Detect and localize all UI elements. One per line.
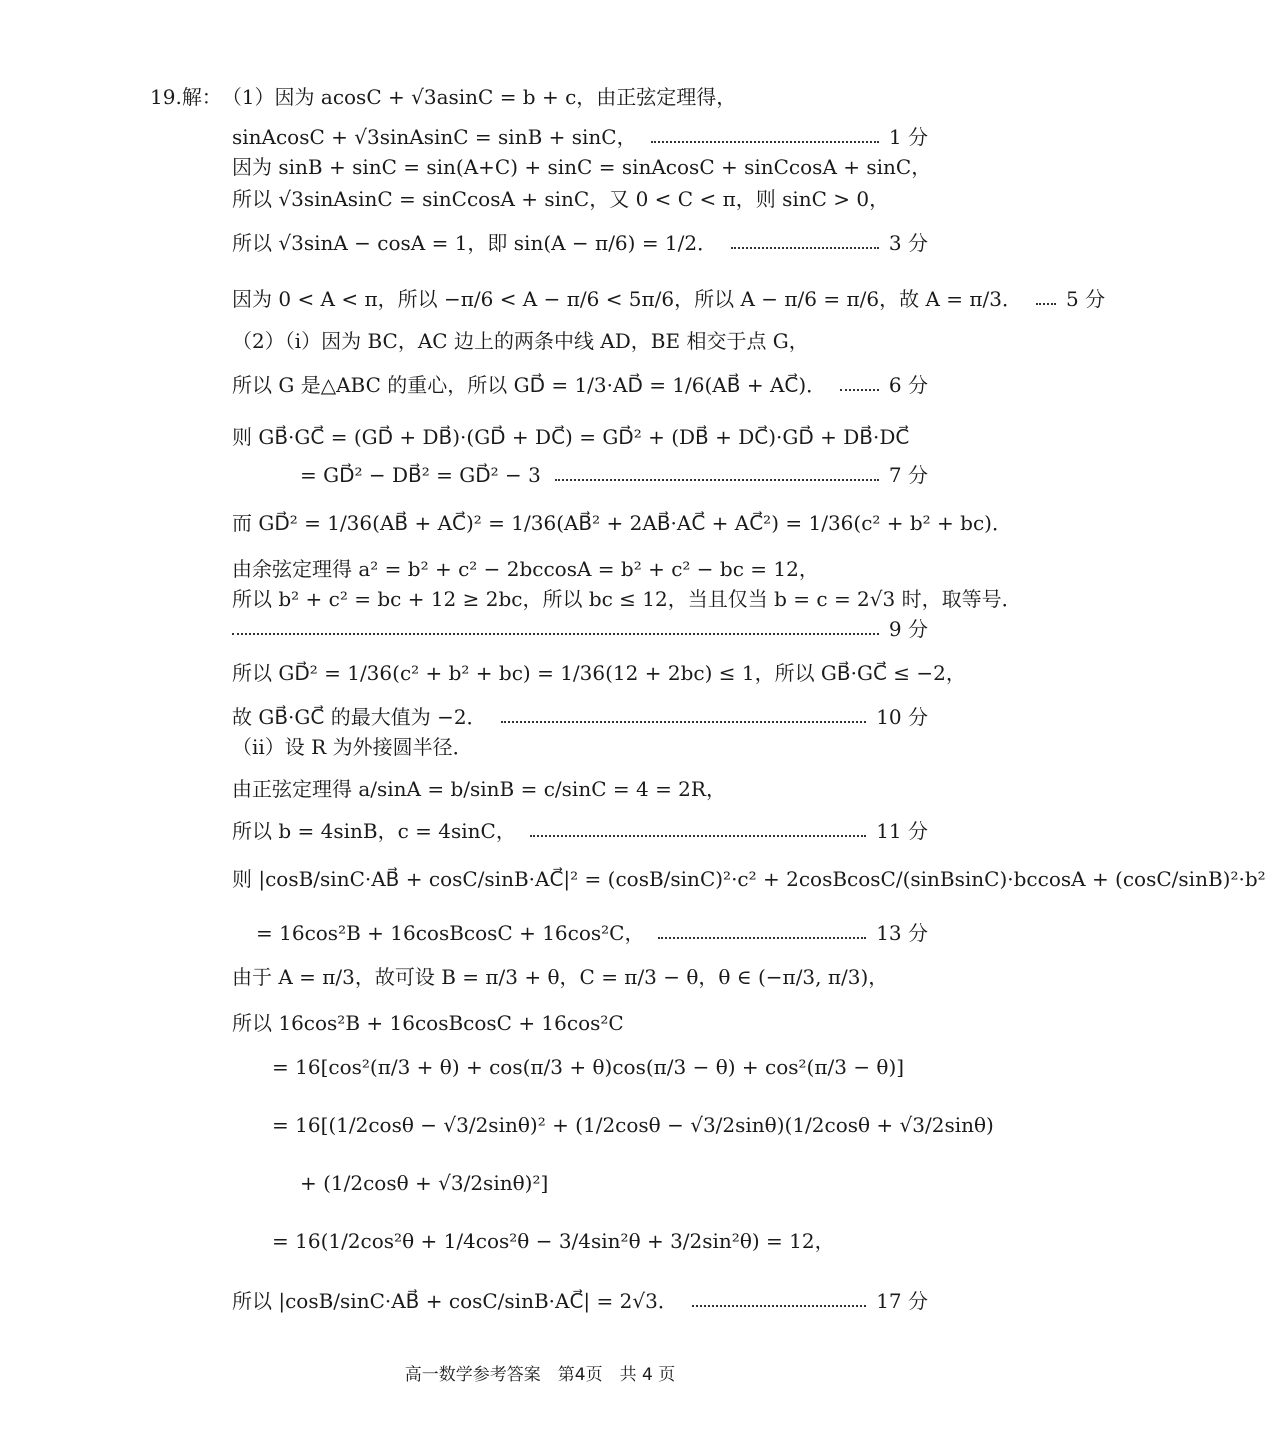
solution-line: 所以 |cosB/sinC·AB⃗ + cosC/sinB·AC⃗| = 2√3． 17 分 — [232, 1289, 928, 1313]
solution-line: 所以 b = 4sinB，c = 4sinC， 11 分 — [232, 819, 928, 843]
solution-line: + (1/2cosθ + √3/2sinθ)²] — [300, 1171, 549, 1195]
score-mark: 5 分 — [1065, 287, 1106, 311]
score-mark: 7 分 — [888, 463, 928, 487]
solution-line: = 16[cos²(π/3 + θ) + cos(π/3 + θ)cos(π/3 − θ) + cos²(π/3 − θ)] — [272, 1055, 905, 1079]
solution-line: 则 GB⃗·GC⃗ = (GD⃗ + DB⃗)·(GD⃗ + DC⃗) = GD⃗² + (DB⃗ + DC⃗)·GD⃗ + DB⃗·DC⃗ — [232, 425, 910, 449]
score-mark: 17 分 — [876, 1289, 928, 1313]
solution-line: （ii）设 R 为外接圆半径． — [232, 735, 473, 759]
solution-line: 故 GB⃗·GC⃗ 的最大值为 −2． 10 分 — [232, 705, 928, 729]
solution-line: 所以 √3sinAsinC = sinCcosA + sinC，又 0 < C < π，则 sinC > 0， — [232, 187, 890, 211]
solution-line: 所以 b² + c² = bc + 12 ≥ 2bc，所以 bc ≤ 12，当且仅当 b = c = 2√3 时，取等号． — [232, 587, 1022, 611]
solution-line: 所以 GD⃗² = 1/36(c² + b² + bc) = 1/36(12 + 2bc) ≤ 1，所以 GB⃗·GC⃗ ≤ −2， — [232, 661, 966, 685]
part1-intro: （1）因为 acosC + √3asinC = b + c，由正弦定理得， — [221, 85, 737, 109]
score-mark: 6 分 — [888, 373, 928, 397]
solution-line: 则 |cosB/sinC·AB⃗ + cosC/sinB·AC⃗|² = (cosB/sinC)²·c² + 2cosBcosC/(sinBsinC)·bccosA + (cosC/sinB)²·b² — [232, 867, 1266, 891]
solution-line: 由余弦定理得 a² = b² + c² − 2bccosA = b² + c² − bc = 12， — [232, 557, 819, 581]
solution-line: = GD⃗² − DB⃗² = GD⃗² − 3 7 分 — [300, 463, 928, 487]
solution-line — [232, 616, 928, 642]
solution-line: （2）（i）因为 BC，AC 边上的两条中线 AD，BE 相交于点 G， — [232, 329, 809, 353]
problem-number: 19. — [150, 85, 182, 109]
solution-line: = 16(1/2cos²θ + 1/4cos²θ − 3/4sin²θ + 3/2sin²θ) = 12， — [272, 1229, 835, 1253]
score-mark: 13 分 — [876, 921, 928, 945]
solution-line: 而 GD⃗² = 1/36(AB⃗ + AC⃗)² = 1/36(AB⃗² + 2AB⃗·AC⃗ + AC⃗²) = 1/36(c² + b² + bc)． — [232, 511, 1012, 535]
page-footer: 高一数学参考答案 第4页 共 4 页 — [404, 1365, 676, 1385]
score-mark: 11 分 — [876, 819, 928, 843]
solution-line: = 16cos²B + 16cosBcosC + 16cos²C， 13 分 — [256, 921, 928, 945]
solution-label: 解： — [181, 85, 222, 109]
problem-header — [150, 84, 928, 110]
score-mark: 9 分 — [888, 617, 928, 641]
solution-line: 所以 16cos²B + 16cosBcosC + 16cos²C — [232, 1011, 624, 1035]
solution-line: = 16[(1/2cosθ − √3/2sinθ)² + (1/2cosθ − √3/2sinθ)(1/2cosθ + √3/2sinθ) — [272, 1113, 994, 1137]
solution-line: 因为 sinB + sinC = sin(A+C) + sinC = sinAcosC + sinCcosA + sinC， — [232, 155, 932, 179]
solution-line: sinAcosC + √3sinAsinC = sinB + sinC， 1 分 — [232, 125, 928, 149]
score-mark: 3 分 — [888, 231, 928, 255]
score-mark: 1 分 — [888, 125, 928, 149]
solution-line: 所以 √3sinA − cosA = 1，即 sin(A − π/6) = 1/2． 3 分 — [232, 231, 928, 255]
solution-line: 因为 0 < A < π，所以 −π/6 < A − π/6 < 5π/6，所以 A − π/6 = π/6，故 A = π/3． 5 分 — [232, 287, 1106, 311]
solution-line: 所以 G 是△ABC 的重心，所以 GD⃗ = 1/3·AD⃗ = 1/6(AB⃗ + AC⃗)． 6 分 — [232, 373, 928, 397]
score-mark: 10 分 — [876, 705, 928, 729]
solution-line: 由于 A = π/3，故可设 B = π/3 + θ，C = π/3 − θ，θ ∈ (−π/3, π/3)， — [232, 965, 889, 989]
solution-line: 由正弦定理得 a/sinA = b/sinB = c/sinC = 4 = 2R， — [232, 777, 726, 801]
